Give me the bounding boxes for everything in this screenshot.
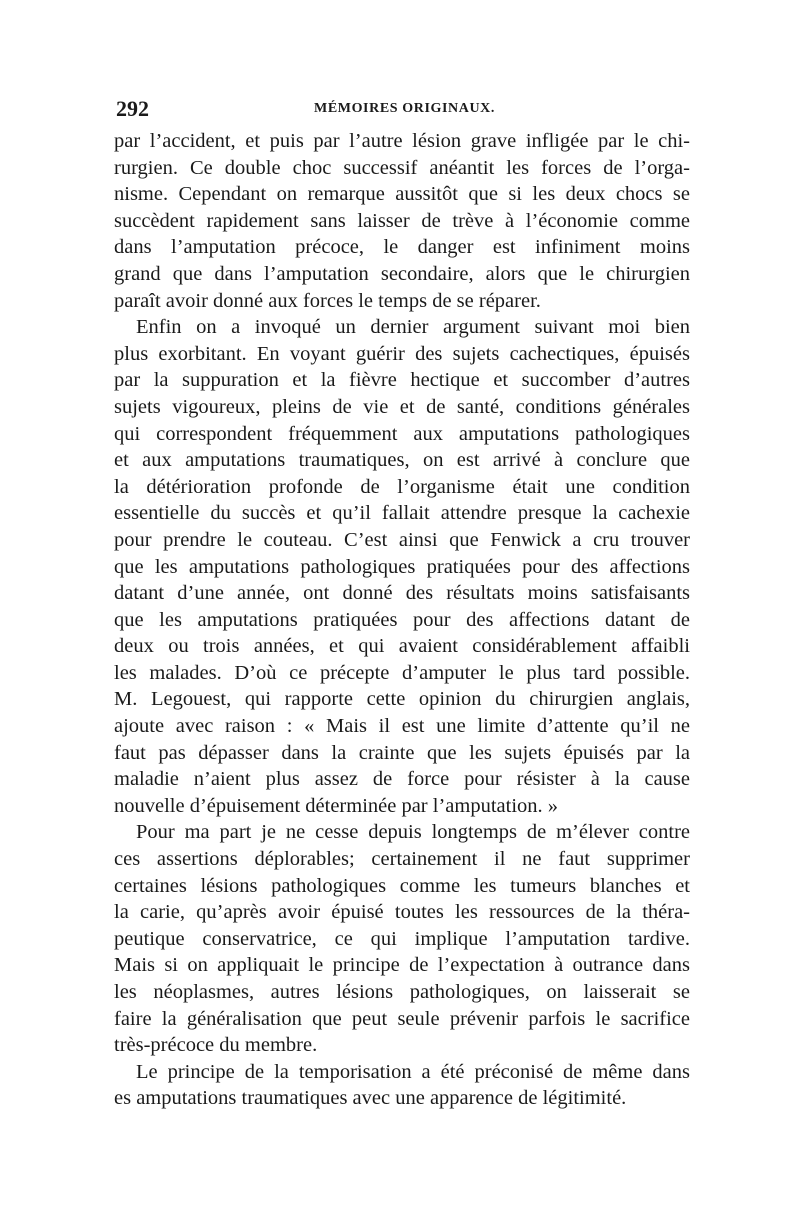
text-line: maladie n’aient plus assez de force pour résister à la cause [114, 768, 690, 791]
text-line: certaines lésions pathologiques comme les tumeurs blanches et [114, 874, 690, 897]
text-line: la carie, qu’après avoir épuisé toutes les ressources de la théra- [114, 901, 690, 924]
text-line: ajoute avec raison : « Mais il est une limite d’attente qu’il ne [114, 715, 690, 738]
text-line: datant d’une année, ont donné des résultats moins satisfaisants [114, 582, 690, 605]
text-line: essentielle du succès et qu’il fallait attendre presque la cachexie [114, 502, 690, 525]
text-line: dans l’amputation précoce, le danger est infiniment moins [114, 236, 690, 259]
text-line: sujets vigoureux, pleins de vie et de santé, conditions générales [114, 395, 690, 418]
text-line: plus exorbitant. En voyant guérir des sujets cachectiques, épuisés [114, 342, 690, 365]
text-line: grand que dans l’amputation secondaire, alors que le chirurgien [114, 262, 690, 285]
text-line: que les amputations pratiquées pour des affections datant de [114, 608, 690, 631]
text-line: rurgien. Ce double choc successif anéantit les forces de l’orga- [114, 156, 690, 179]
page-header [116, 96, 688, 122]
text-line: paraît avoir donné aux forces le temps de se réparer. [114, 289, 541, 312]
text-line: les malades. D’où ce précepte d’amputer le plus tard possible. [114, 661, 690, 684]
text-line: que les amputations pathologiques pratiquées pour des affections [114, 555, 690, 578]
text-line: faut pas dépasser dans la crainte que les sujets épuisés par la [114, 741, 690, 764]
text-line: qui correspondent fréquemment aux amputations pathologiques [114, 422, 690, 445]
page-number: 292 [116, 96, 149, 121]
text-line: pour prendre le couteau. C’est ainsi que Fenwick a cru trouver [114, 528, 690, 551]
text-line: M. Legouest, qui rapporte cette opinion du chirurgien anglais, [114, 688, 690, 711]
text-line: par l’accident, et puis par l’autre lésion grave infligée par le chi- [114, 130, 690, 152]
text-line: Mais si on appliquait le principe de l’expectation à outrance dans [114, 954, 690, 977]
text-line: les néoplasmes, autres lésions pathologiques, on laisserait se [114, 981, 690, 1003]
text-line: nisme. Cependant on remarque aussitôt que si les deux chocs se [114, 183, 690, 206]
text-line: ces assertions déplorables; certainement il ne faut supprimer [114, 848, 690, 871]
running-title: MÉMOIRES ORIGINAUX. [314, 101, 495, 116]
body-text [114, 128, 690, 1112]
text-line: par la suppuration et la fièvre hectique et succomber d’autres [114, 369, 690, 392]
text-line: succèdent rapidement sans laisser de trève à l’économie comme [114, 209, 690, 232]
text-line: deux ou trois années, et qui avaient considérablement affaibli [114, 635, 690, 658]
text-line: la détérioration profonde de l’organisme était une condition [114, 475, 690, 498]
text-line: très-précoce du membre. [114, 1034, 318, 1057]
text-line: peutique conservatrice, ce qui implique l’amputation tardive. [114, 927, 690, 950]
text-line: Le principe de la temporisation a été préconisé de même dans [136, 1060, 690, 1083]
text-line: et aux amputations traumatiques, on est arrivé à conclure que [114, 449, 690, 472]
text-line: faire la généralisation que peut seule prévenir parfois le sacrifice [114, 1007, 690, 1030]
text-line: es amputations traumatiques avec une apparence de légitimité. [114, 1087, 627, 1110]
text-line: nouvelle d’épuisement déterminée par l’amputation. » [114, 794, 559, 817]
text-line: Enfin on a invoqué un dernier argument suivant moi bien [136, 316, 690, 339]
text-line: Pour ma part je ne cesse depuis longtemps de m’élever contre [136, 821, 690, 844]
